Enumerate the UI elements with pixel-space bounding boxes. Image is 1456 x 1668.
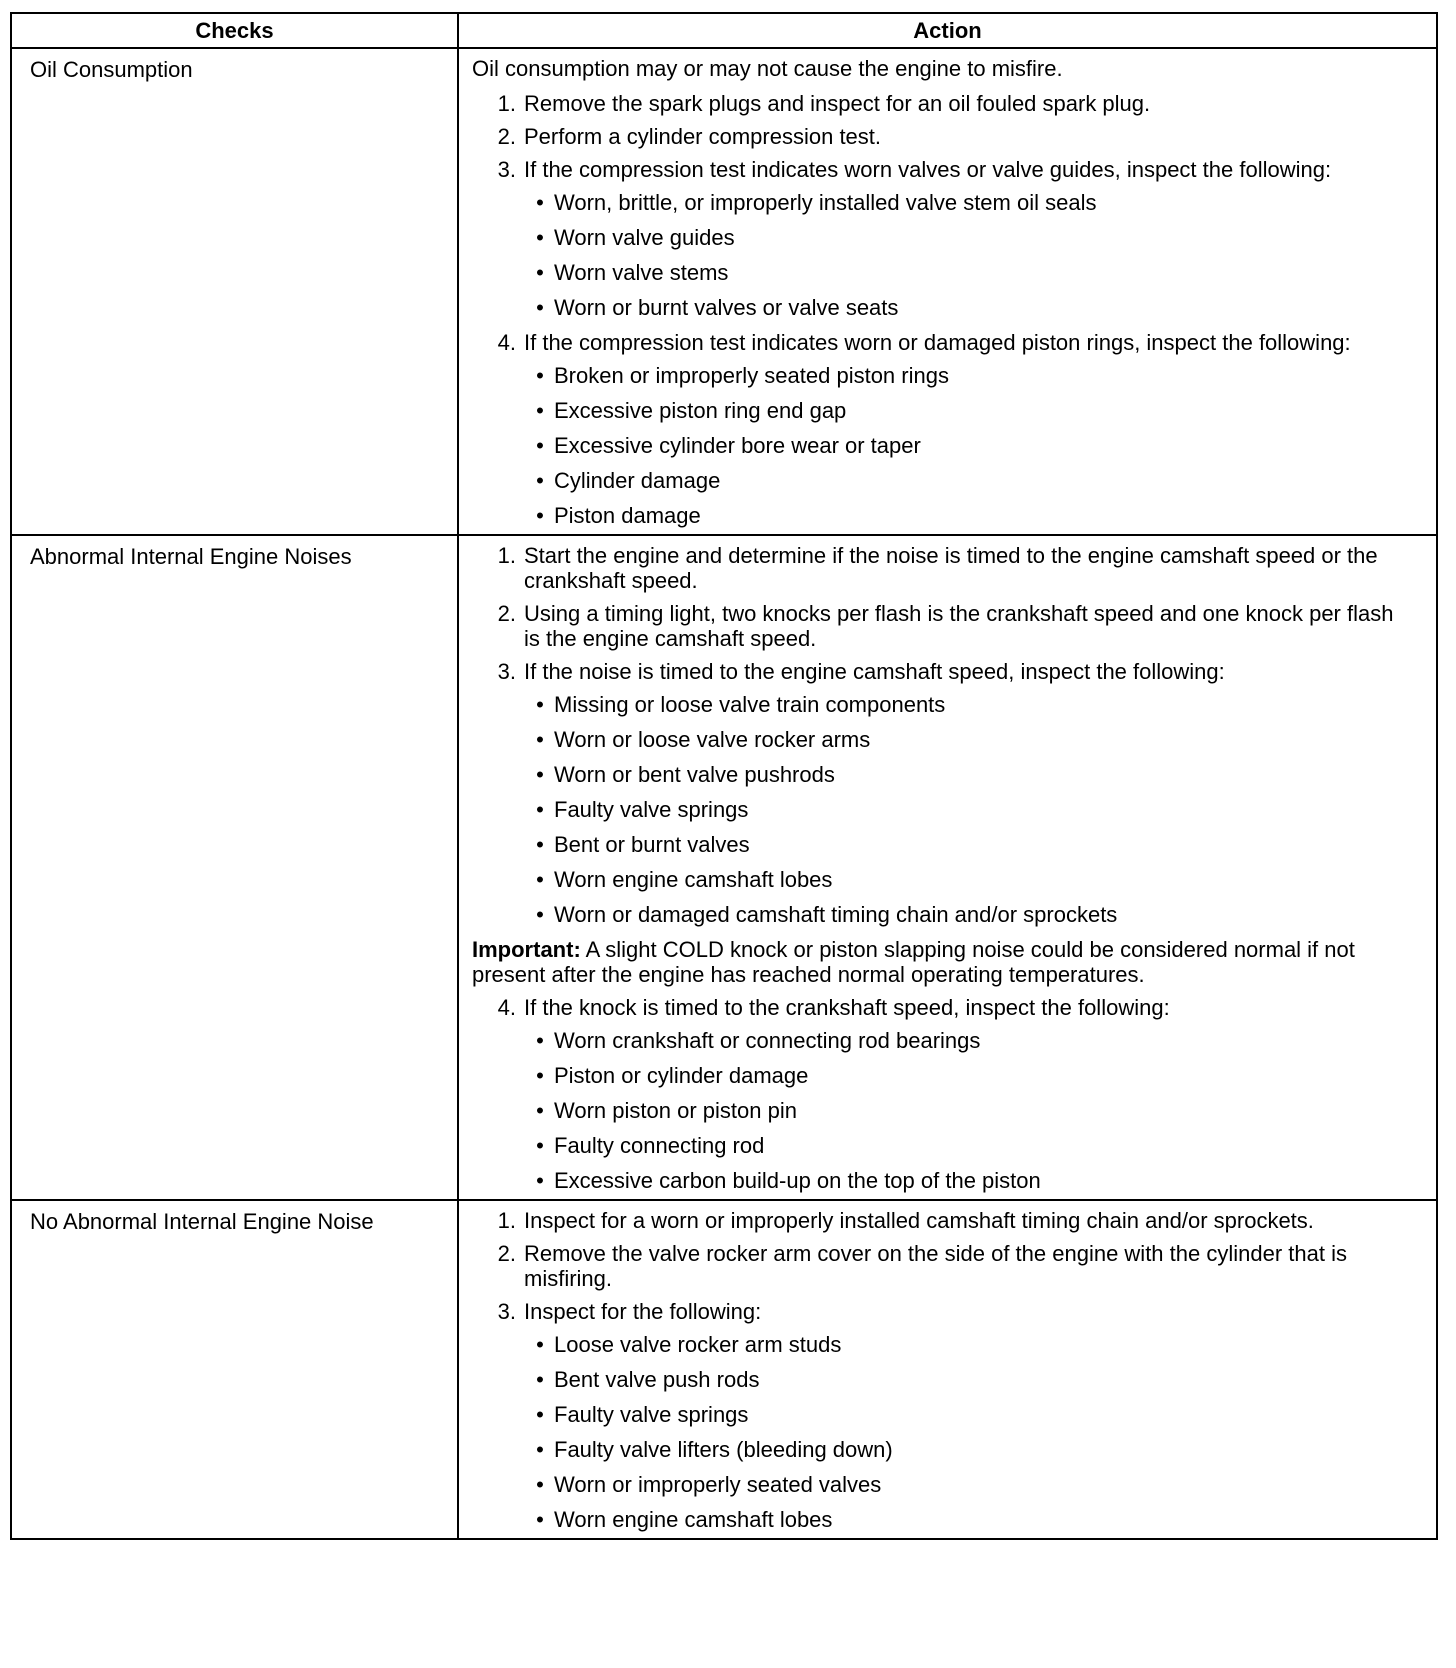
step-text: If the compression test indicates worn or damaged piston rings, inspect the following: [524, 330, 1351, 355]
table-row [11, 1200, 1437, 1539]
bullet-dot: • [536, 1168, 544, 1193]
bullet-dot: • [536, 692, 544, 717]
bullet-text: Worn engine camshaft lobes [554, 867, 833, 892]
action-cell [458, 1200, 1437, 1539]
bullet-text: Faulty valve lifters (bleeding down) [554, 1437, 893, 1462]
bullet-item [532, 692, 1406, 717]
important-note [472, 937, 1406, 987]
step-text: Using a timing light, two knocks per flash is the crankshaft speed and one knock per flash is the engine camshaft speed. [524, 601, 1394, 651]
bullet-item [532, 260, 1406, 285]
step-item [472, 330, 1406, 355]
table-row [11, 48, 1437, 535]
header-checks: Checks [11, 13, 458, 48]
step-number: 3. [497, 659, 516, 684]
step-text: If the noise is timed to the engine camshaft speed, inspect the following: [524, 659, 1225, 684]
bullet-item [532, 295, 1406, 320]
bullet-text: Missing or loose valve train components [554, 692, 946, 717]
bullet-item [532, 433, 1406, 458]
bullet-dot: • [536, 727, 544, 752]
bullet-dot: • [536, 468, 544, 493]
bullet-item [532, 468, 1406, 493]
check-label: Oil Consumption [30, 57, 193, 82]
bullet-text: Broken or improperly seated piston rings [554, 363, 949, 388]
check-cell [11, 48, 458, 535]
bullet-text: Excessive carbon build-up on the top of the piston [554, 1168, 1041, 1193]
step-item [472, 91, 1406, 116]
step-item [472, 659, 1406, 684]
step-item [472, 1241, 1406, 1291]
bullet-item [532, 1367, 1406, 1392]
step-number: 2. [497, 1241, 516, 1266]
bullet-item [532, 1507, 1406, 1532]
step-item [472, 124, 1406, 149]
bullet-text: Piston damage [554, 503, 701, 528]
step-number: 4. [497, 330, 516, 355]
bullet-dot: • [536, 1098, 544, 1123]
step-text: Inspect for a worn or improperly installed camshaft timing chain and/or sprockets. [524, 1208, 1314, 1233]
step-text: Inspect for the following: [524, 1299, 762, 1324]
diagnostic-table [10, 12, 1438, 1540]
bullet-item [532, 1402, 1406, 1427]
step-text: Remove the valve rocker arm cover on the side of the engine with the cylinder that is misfiring. [524, 1241, 1347, 1291]
bullet-dot: • [536, 260, 544, 285]
bullet-item [532, 398, 1406, 423]
check-label: No Abnormal Internal Engine Noise [30, 1209, 374, 1234]
bullet-text: Worn or burnt valves or valve seats [554, 295, 899, 320]
bullet-text: Cylinder damage [554, 468, 721, 493]
bullet-dot: • [536, 762, 544, 787]
bullet-item [532, 902, 1406, 927]
step-number: 2. [497, 601, 516, 626]
bullet-dot: • [536, 398, 544, 423]
bullet-dot: • [536, 1402, 544, 1427]
bullet-item [532, 363, 1406, 388]
step-item [472, 1299, 1406, 1324]
bullet-text: Worn or bent valve pushrods [554, 762, 835, 787]
bullet-item [532, 1332, 1406, 1357]
note-label: Important: [472, 937, 581, 962]
check-cell [11, 535, 458, 1200]
bullet-text: Bent valve push rods [554, 1367, 760, 1392]
bullet-item [532, 1063, 1406, 1088]
step-item [472, 157, 1406, 182]
header-action: Action [458, 13, 1437, 48]
step-item [472, 995, 1406, 1020]
step-text: If the compression test indicates worn valves or valve guides, inspect the following: [524, 157, 1332, 182]
step-item [472, 543, 1406, 593]
bullet-dot: • [536, 1507, 544, 1532]
bullet-item [532, 1437, 1406, 1462]
bullet-text: Worn valve guides [554, 225, 735, 250]
bullet-dot: • [536, 902, 544, 927]
bullet-text: Loose valve rocker arm studs [554, 1332, 842, 1357]
step-number: 3. [497, 1299, 516, 1324]
step-number: 1. [497, 543, 516, 568]
bullet-item [532, 797, 1406, 822]
bullet-text: Faulty connecting rod [554, 1133, 765, 1158]
action-cell [458, 48, 1437, 535]
bullet-dot: • [536, 1028, 544, 1053]
bullet-item [532, 1028, 1406, 1053]
bullet-dot: • [536, 832, 544, 857]
bullet-item [532, 1472, 1406, 1497]
step-item [472, 601, 1406, 651]
bullet-item [532, 190, 1406, 215]
bullet-item [532, 1098, 1406, 1123]
check-label: Abnormal Internal Engine Noises [30, 544, 352, 569]
bullet-item [532, 503, 1406, 528]
bullet-item [532, 832, 1406, 857]
step-number: 4. [497, 995, 516, 1020]
bullet-item [532, 1133, 1406, 1158]
bullet-text: Worn crankshaft or connecting rod bearings [554, 1028, 981, 1053]
bullet-text: Worn or improperly seated valves [554, 1472, 882, 1497]
bullet-text: Excessive cylinder bore wear or taper [554, 433, 921, 458]
bullet-dot: • [536, 1133, 544, 1158]
bullet-list [472, 692, 1406, 927]
step-number: 1. [497, 91, 516, 116]
bullet-item [532, 225, 1406, 250]
bullet-list [472, 190, 1406, 320]
bullet-dot: • [536, 1437, 544, 1462]
header-row [11, 13, 1437, 48]
step-text: Perform a cylinder compression test. [524, 124, 882, 149]
intro-text: Oil consumption may or may not cause the engine to misfire. [472, 56, 1063, 81]
table-body [11, 48, 1437, 1539]
bullet-list [472, 1332, 1406, 1532]
bullet-dot: • [536, 867, 544, 892]
bullet-text: Bent or burnt valves [554, 832, 750, 857]
bullet-text: Faulty valve springs [554, 1402, 749, 1427]
bullet-dot: • [536, 503, 544, 528]
bullet-dot: • [536, 1332, 544, 1357]
bullet-text: Worn valve stems [554, 260, 729, 285]
bullet-item [532, 762, 1406, 787]
bullet-text: Worn piston or piston pin [554, 1098, 797, 1123]
table-row [11, 535, 1437, 1200]
bullet-text: Worn engine camshaft lobes [554, 1507, 833, 1532]
bullet-item [532, 727, 1406, 752]
bullet-text: Piston or cylinder damage [554, 1063, 809, 1088]
bullet-dot: • [536, 225, 544, 250]
bullet-text: Worn or loose valve rocker arms [554, 727, 871, 752]
bullet-dot: • [536, 1063, 544, 1088]
bullet-text: Excessive piston ring end gap [554, 398, 847, 423]
bullet-text: Faulty valve springs [554, 797, 749, 822]
bullet-dot: • [536, 433, 544, 458]
step-number: 3. [497, 157, 516, 182]
bullet-dot: • [536, 363, 544, 388]
bullet-text: Worn, brittle, or improperly installed valve stem oil seals [554, 190, 1097, 215]
step-item [472, 1208, 1406, 1233]
check-cell [11, 1200, 458, 1539]
step-number: 1. [497, 1208, 516, 1233]
bullet-dot: • [536, 1367, 544, 1392]
step-text: Remove the spark plugs and inspect for an oil fouled spark plug. [524, 91, 1151, 116]
bullet-dot: • [536, 295, 544, 320]
bullet-text: Worn or damaged camshaft timing chain and/or sprockets [554, 902, 1118, 927]
step-number: 2. [497, 124, 516, 149]
bullet-dot: • [536, 190, 544, 215]
action-cell [458, 535, 1437, 1200]
bullet-dot: • [536, 797, 544, 822]
bullet-item [532, 1168, 1406, 1193]
note-text: A slight COLD knock or piston slapping noise could be considered normal if not present after the engine has reached normal operating temperatures. [472, 937, 1355, 987]
step-text: Start the engine and determine if the noise is timed to the engine camshaft speed or the crankshaft speed. [524, 543, 1378, 593]
step-text: If the knock is timed to the crankshaft speed, inspect the following: [524, 995, 1170, 1020]
bullet-list [472, 1028, 1406, 1193]
bullet-item [532, 867, 1406, 892]
bullet-dot: • [536, 1472, 544, 1497]
bullet-list [472, 363, 1406, 528]
